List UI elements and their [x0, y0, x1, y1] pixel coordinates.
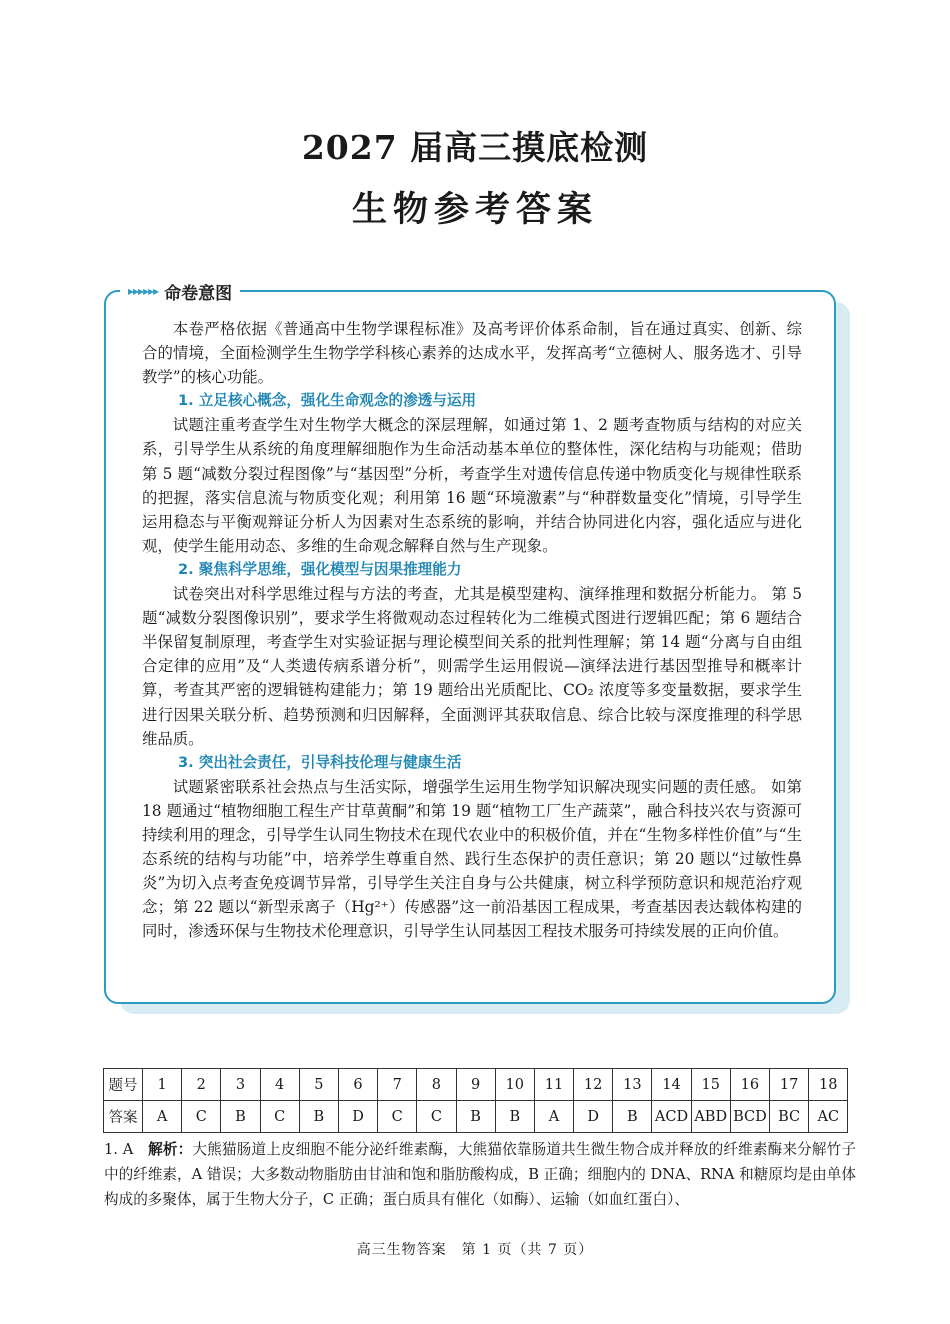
question-number-cell: 9 [456, 1069, 495, 1101]
question-number-cell: 16 [730, 1069, 769, 1101]
question-number-cell: 17 [770, 1069, 809, 1101]
question-number-cell: 10 [495, 1069, 534, 1101]
answer-table-answer-row [104, 1101, 848, 1133]
question-number-cell: 1 [143, 1069, 182, 1101]
explanation-label: 解析： [148, 1141, 193, 1158]
question-number-cell: 13 [613, 1069, 652, 1101]
explanation-text: 大熊猫肠道上皮细胞不能分泌纤维素酶，大熊猫依靠肠道共生微生物合成并释放的纤维素酶来分解竹子中的纤维素，A 错误；大多数动物脂肪由甘油和饱和脂肪酸构成，B 正确；细胞内的 DNA、RNA 和糖原均是由单体构成的多聚体，属于生物大分子，C 正确；蛋白质具有催化（如酶）、运输（如血红蛋白）、 [104, 1141, 856, 1208]
explanation-block [104, 1137, 856, 1212]
intent-box-content [142, 317, 802, 943]
explanation-paragraph [104, 1137, 856, 1212]
section-heading-2: 2. 聚焦科学思维，强化模型与因果推理能力 [178, 560, 462, 578]
question-answer-lead: 1. A [104, 1141, 149, 1158]
question-number-cell: 6 [338, 1069, 377, 1101]
question-number-cell: 12 [574, 1069, 613, 1101]
answer-cell: ACD [652, 1101, 691, 1133]
section-heading-3: 3. 突出社会责任，引导科技伦理与健康生活 [178, 753, 462, 771]
question-number-cell: 3 [221, 1069, 260, 1101]
question-number-cell: 18 [809, 1069, 848, 1101]
question-number-cell: 15 [691, 1069, 730, 1101]
page-footer: 高三生物答案 第 1 页（共 7 页） [356, 1242, 594, 1258]
row-label-number: 题号 [104, 1069, 143, 1101]
section-body-2: 试卷突出对科学思维过程与方法的考查，尤其是模型建构、演绎推理和数据分析能力。 第 5 题“减数分裂图像识别”，要求学生将微观动态过程转化为二维模式图进行逻辑匹配；第 6 题结合半保留复制原理，考查学生对实验证据与理论模型间关系的批判性理解；第 14 题“分离与自由组合定律的应用”及“人类遗传病系谱分析”，则需学生运用假说—演绎法进行基因型推导和概率计算，考查其严密的逻辑链构建能力；第 19 题给出光质配比、CO₂ 浓度等多变量数据，要求学生进行因果关联分析、趋势预测和归因解释，全面测评其获取信息、综合比较与深度推理的科学思维品质。 [142, 585, 802, 748]
answer-cell: C [260, 1101, 299, 1133]
section-body-3: 试题紧密联系社会热点与生活实际，增强学生运用生物学知识解决现实问题的责任感。 如第 18 题通过“植物细胞工程生产甘草黄酮”和第 19 题“植物工厂生产蔬菜”，融合科技兴农与资源可持续利用的理念，引导学生认同生物技术在现代农业中的积极价值，并在“生物多样性价值”与“生态系统的结构与功能”中，培养学生尊重自然、践行生态保护的责任意识；第 20 题以“过敏性鼻炎”为切入点考查免疫调节异常，引导学生关注自身与公共健康，树立科学预防意识和规范治疗观念；第 22 题以“新型汞离子（Hg²⁺）传感器”这一前沿基因工程成果，考查基因表达载体构建的同时，渗透环保与生物技术伦理意识，引导学生认同基因工程技术服务可持续发展的正向价值。 [142, 777, 802, 941]
answer-cell: B [221, 1101, 260, 1133]
answer-cell: C [378, 1101, 417, 1133]
answer-cell: AC [809, 1101, 848, 1133]
answer-table-number-row [104, 1069, 848, 1101]
answer-cell: C [417, 1101, 456, 1133]
intent-box-header [120, 278, 240, 304]
answer-cell: D [574, 1101, 613, 1133]
arrow-decoration-icon: ▸▸▸▸▸▸ [128, 284, 159, 298]
document-subtitle: 生物参考答案 [351, 189, 598, 230]
answer-cell: BCD [730, 1101, 769, 1133]
section-heading-1: 1. 立足核心概念，强化生命观念的渗透与运用 [178, 392, 477, 410]
answer-cell: A [534, 1101, 573, 1133]
answer-cell: B [613, 1101, 652, 1133]
intent-intro: 本卷严格依据《普通高中生物学课程标准》及高考评价体系命制，旨在通过真实、创新、综合的情境，全面检测学生生物学学科核心素养的达成水平，发挥高考“立德树人、服务选才、引导教学”的核心功能。 [142, 320, 802, 387]
answer-cell: B [299, 1101, 338, 1133]
answer-cell: C [182, 1101, 221, 1133]
answer-cell: B [456, 1101, 495, 1133]
question-number-cell: 8 [417, 1069, 456, 1101]
question-number-cell: 11 [534, 1069, 573, 1101]
answer-cell: D [338, 1101, 377, 1133]
question-number-cell: 5 [299, 1069, 338, 1101]
answer-cell: ABD [691, 1101, 730, 1133]
section-body-1: 试题注重考查学生对生物学大概念的深层理解，如通过第 1、2 题考查物质与结构的对应关系，引导学生从系统的角度理解细胞作为生命活动基本单位的整体性，深化结构与功能观；借助第 5 题“减数分裂过程图像”与“基因型”分析，考查学生对遗传信息传递中物质变化与规律性联系的把握，落实信息流与物质变化观；利用第 16 题“环境激素”与“种群数量变化”情境，引导学生运用稳态与平衡观辩证分析人为因素对生态系统的影响，并结合协同进化内容，强化适应与进化观，使学生能用动态、多维的生命观念解释自然与生产现象。 [142, 416, 802, 555]
answer-cell: B [495, 1101, 534, 1133]
question-number-cell: 7 [378, 1069, 417, 1101]
question-number-cell: 2 [182, 1069, 221, 1101]
document-title: 2027 届高三摸底检测 [301, 128, 649, 167]
answer-cell: A [143, 1101, 182, 1133]
row-label-answer: 答案 [104, 1101, 143, 1133]
intent-box-title: 命卷意图 [164, 283, 233, 304]
answer-table [103, 1068, 848, 1133]
answer-cell: BC [770, 1101, 809, 1133]
question-number-cell: 14 [652, 1069, 691, 1101]
question-number-cell: 4 [260, 1069, 299, 1101]
